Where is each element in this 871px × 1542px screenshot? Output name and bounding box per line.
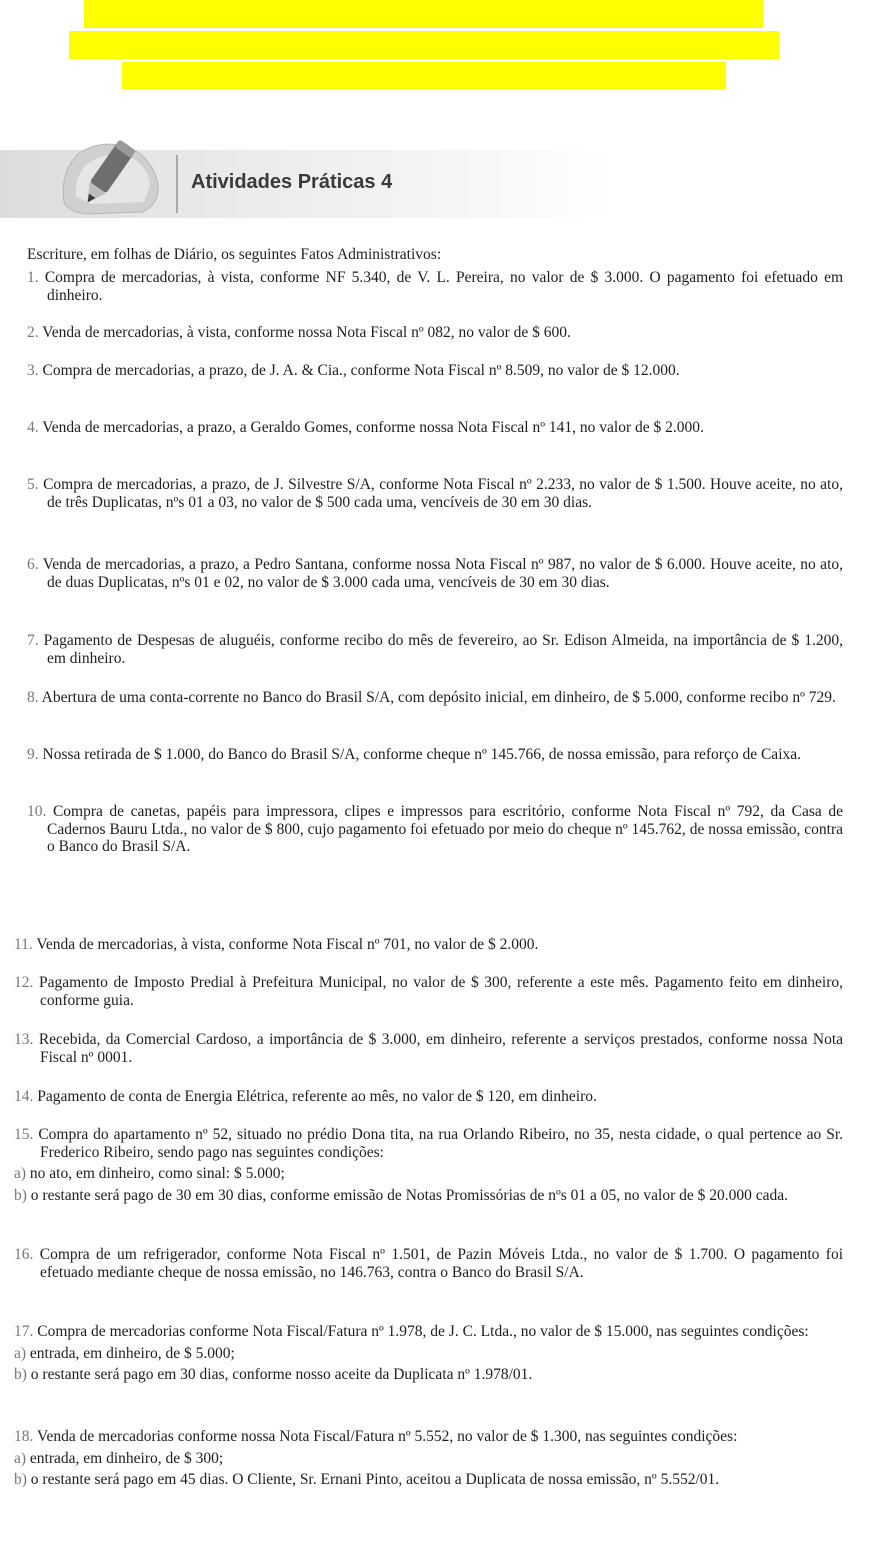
list-item: 8. Abertura de uma conta-corrente no Banco do Brasil S/A, com depósito inicial, em dinheiro, de $ 5.000, conforme recibo nº 729. <box>27 689 836 706</box>
sub-item: b) o restante será pago de 30 em 30 dias, conforme emissão de Notas Promissórias de nºs 01 a 05, no valor de $ 20.000 cada. <box>14 1186 789 1204</box>
intro-text: Escriture, em folhas de Diário, os seguintes Fatos Administrativos: <box>27 246 442 263</box>
list-item: 15. Compra do apartamento nº 52, situado no prédio Dona tita, na rua Orlando Ribeiro, no 35, nesta cidade, o qual pertence ao Sr. Frederico Ribeiro, sendo pago nas seguintes condições: a) no ato, em dinheiro, como sinal: $ 5.000; b) o restante será pago de 30 em 30 dias, conforme emissão de Notas Promissórias de nºs 01 a 05, no valor de $ 20.000 cada. <box>14 1126 843 1204</box>
list-item: 7. Pagamento de Despesas de aluguéis, conforme recibo do mês de fevereiro, ao Sr. Edison Almeida, na importância de $ 1.200, em dinheiro. <box>27 632 843 667</box>
list-item: 5. Compra de mercadorias, a prazo, de J. Silvestre S/A, conforme Nota Fiscal nº 2.233, no valor de $ 1.500. Houve aceite, no ato, de três Duplicatas, nºs 01 a 03, no valor de $ 500 cada uma, vencíveis de 30 em 30 dias. <box>27 476 843 511</box>
list-item: 1. Compra de mercadorias, à vista, conforme NF 5.340, de V. L. Pereira, no valor de $ 3.000. O pagamento foi efetuado em dinheiro. <box>27 269 844 304</box>
list-item: 13. Recebida, da Comercial Cardoso, a importância de $ 3.000, em dinheiro, referente a serviços prestados, conforme nossa Nota Fiscal nº 0001. <box>14 1031 844 1066</box>
list-item: 4. Venda de mercadorias, a prazo, a Geraldo Gomes, conforme nossa Nota Fiscal nº 141, no valor de $ 2.000. <box>27 419 704 436</box>
list-item: 2. Venda de mercadorias, à vista, conforme nossa Nota Fiscal nº 082, no valor de $ 600. <box>27 324 571 341</box>
list-item: 9. Nossa retirada de $ 1.000, do Banco do Brasil S/A, conforme cheque nº 145.766, de nossa emissão, para reforço de Caixa. <box>27 746 802 763</box>
list-item: 12. Pagamento de Imposto Predial à Prefeitura Municipal, no valor de $ 300, referente a este mês. Pagamento feito em dinheiro, conforme guia. <box>14 974 843 1009</box>
highlight-bar-1 <box>84 0 763 28</box>
highlight-bar-3 <box>122 62 726 89</box>
sub-item: b) o restante será pago em 45 dias. O Cliente, Sr. Ernani Pinto, aceitou a Duplicata de nossa emissão, nº 5.552/01. <box>14 1471 720 1488</box>
list-item: 10. Compra de canetas, papéis para impressora, clipes e impressos para escritório, conforme Nota Fiscal nº 792, da Casa de Cadernos Bauru Ltda., no valor de $ 800, cujo pagamento foi efetuado por meio do cheque nº 145.762, de nossa emissão, contra o Banco do Brasil S/A. <box>27 803 843 855</box>
header-divider <box>176 155 178 213</box>
sub-item: a) entrada, em dinheiro, de $ 5.000; <box>14 1344 235 1362</box>
list-item: 16. Compra de um refrigerador, conforme Nota Fiscal nº 1.501, de Pazin Móveis Ltda., no valor de $ 1.700. O pagamento foi efetuado mediante cheque de nossa emissão, no 146.763, contra o Banco do Brasil S/A. <box>14 1246 843 1281</box>
pencil-note-icon <box>50 132 170 222</box>
sub-item: a) no ato, em dinheiro, como sinal: $ 5.000; <box>14 1165 285 1182</box>
sub-item: b) o restante será pago em 30 dias, conforme nosso aceite da Duplicata nº 1.978/01. <box>14 1366 533 1383</box>
highlight-bar-2 <box>69 31 779 59</box>
list-item: 17. Compra de mercadorias conforme Nota Fiscal/Fatura nº 1.978, de J. C. Ltda., no valor de $ 15.000, nas seguintes condições: a) entrada, em dinheiro, de $ 5.000; b) o restante será pago em 30 dias, conforme nosso aceite da Duplicata nº 1.978/01. <box>14 1323 843 1384</box>
sub-item: a) entrada, em dinheiro, de $ 300; <box>14 1449 224 1467</box>
section-title: Atividades Práticas 4 <box>191 171 393 193</box>
list-item: 14. Pagamento de conta de Energia Elétrica, referente ao mês, no valor de $ 120, em dinheiro. <box>14 1088 597 1105</box>
list-item: 11. Venda de mercadorias, à vista, conforme Nota Fiscal nº 701, no valor de $ 2.000. <box>14 936 539 953</box>
list-item: 18. Venda de mercadorias conforme nossa Nota Fiscal/Fatura nº 5.552, no valor de $ 1.300, nas seguintes condições: a) entrada, em dinheiro, de $ 300; b) o restante será pago em 45 dias. O Cliente, Sr. Ernani Pinto, aceitou a Duplicata de nossa emissão, nº 5.552/01. <box>14 1428 843 1489</box>
list-item: 3. Compra de mercadorias, a prazo, de J. A. & Cia., conforme Nota Fiscal nº 8.509, no valor de $ 12.000. <box>27 362 680 379</box>
list-item: 6. Venda de mercadorias, a prazo, a Pedro Santana, conforme nossa Nota Fiscal nº 987, no valor de $ 6.000. Houve aceite, no ato, de duas Duplicatas, nºs 01 e 02, no valor de $ 3.000 cada uma, vencíveis de 30 em 30 dias. <box>27 556 843 591</box>
